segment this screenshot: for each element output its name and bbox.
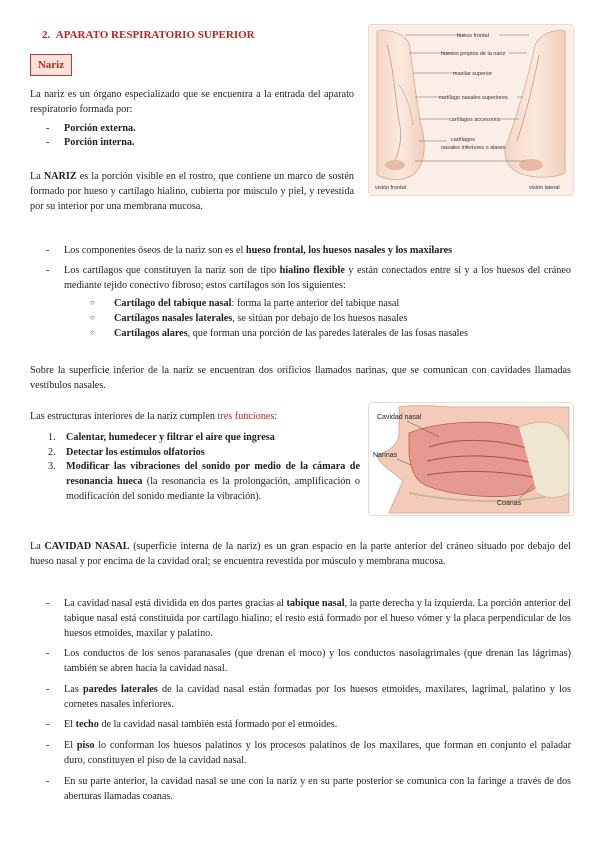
cavity-bullets-block bbox=[30, 597, 571, 804]
label-coanas: Coanas bbox=[497, 500, 522, 507]
label-maxilar-superior: maxilar superior bbox=[453, 71, 493, 77]
intro-block bbox=[30, 88, 354, 151]
label-narinas: Narinas bbox=[373, 452, 398, 459]
components-block bbox=[30, 244, 571, 342]
list-item: - El techo de la cavidad nasal también está formado por el etmoides. bbox=[30, 718, 571, 733]
list-item: - Los conductos de los senos paranasales (que drenan el moco) y los conductos nasolagrimales (que drenan las lágrimas) también se abren hacia la cavidad nasal. bbox=[30, 647, 571, 677]
list-item: - Porción interna. bbox=[30, 136, 354, 151]
list-item: - Los cartílagos que constituyen la nariz son de tipo hialino flexible y están conectados entre sí y a los huesos del cráneo mediante tejido conectivo fibroso; estos cartílagos son los siguientes: bbox=[30, 264, 571, 294]
label-cavidad-nasal: Cavidad nasal bbox=[377, 414, 422, 421]
list-item: - Porción externa. bbox=[30, 122, 354, 137]
nariz-paragraph: La NARIZ es la porción visible en el rostro, que contiene un marco de sostén formado por hueso y cartílago hialino, cubierta por músculo y piel, y revestida por su interior por una membrana mucosa. bbox=[30, 171, 354, 212]
list-item: 2. Detectar los estímulos olfatorios bbox=[48, 446, 205, 458]
nasal-cavity-figure bbox=[368, 402, 574, 516]
intro-parts-list bbox=[30, 122, 354, 152]
nose-anatomy-figure bbox=[368, 24, 574, 196]
intro-text: La nariz es un órgano especializado que se encuentra a la entrada del aparato respiratorio formada por: bbox=[30, 89, 354, 115]
list-item: - La cavidad nasal está dividida en dos partes gracias al tabique nasal, la parte derecha y la izquierda. La porción anterior del tabique nasal está constituida por cartílago hialino; el resto está formado por el hueso vómer y la placa perpendicular de los huesos etmoides, maxilar y palatino. bbox=[30, 597, 571, 641]
label-cartilago-nasales-superiores: cartílago nasales superiores bbox=[439, 95, 508, 101]
label-cartilagos-accesorios: cartílagos accesorios bbox=[449, 117, 501, 123]
cartilages-list bbox=[90, 297, 571, 341]
list-item: - Las paredes laterales de la cavidad nasal están formadas por los huesos etmoides, maxilares, lagrimal, palatino y los cornetes nasales inferiores. bbox=[30, 683, 571, 713]
list-item: - Los componentes óseos de la nariz son es el hueso frontal, los huesos nasales y los maxilares bbox=[30, 244, 571, 259]
label-cartilagos: cartílagos bbox=[451, 137, 475, 143]
section-number: 2. bbox=[42, 29, 51, 41]
section-title: APARATO RESPIRATORIO SUPERIOR bbox=[55, 29, 255, 41]
section-heading bbox=[42, 28, 255, 44]
caption-vision-frontal: visión frontal bbox=[375, 185, 406, 191]
list-item: 1. Calentar, humedecer y filtrar el aire que ingresa bbox=[48, 431, 275, 443]
label-nasales-inferiores: nasales inferiores o alares bbox=[441, 145, 506, 151]
functions-intro: Las estructuras interiores de la nariz cumplen tres funciones: bbox=[30, 411, 278, 422]
nariz-label: Nariz bbox=[37, 59, 65, 71]
list-item: ○ Cartílagos nasales laterales, se sitúan por debajo de los huesos nasales bbox=[90, 312, 571, 327]
functions-list bbox=[44, 431, 360, 505]
functions-block bbox=[30, 410, 360, 505]
cavity-paragraph: La CAVIDAD NASAL (superficie interna de la nariz) es un gran espacio en la parte anterior del cráneo situado por debajo del hueso nasal y por encima de la cavidad oral; se encuentra revestida por músculo y membrana mucosa. bbox=[30, 541, 571, 567]
components-list bbox=[30, 244, 571, 293]
list-item: ○ Cartílagos alares, que forman una porción de las paredes laterales de las fosas nasales bbox=[90, 327, 571, 342]
label-hueso-frontal: hueso frontal bbox=[457, 33, 489, 39]
nose-anatomy-illustration bbox=[369, 25, 573, 195]
surface-paragraph: Sobre la superficie inferior de la nariz se encuentran dos orificios llamados narinas, que se comunican con cavidades llamadas vestíbulos nasales. bbox=[30, 365, 571, 391]
cavity-bullets-list bbox=[30, 597, 571, 804]
list-item: 3. Modificar las vibraciones del sonido por medio de la cámara de resonancia hueca (la resonancia es la prolongación, amplificación o modificación del sonido mediante la vibración). bbox=[48, 461, 360, 502]
caption-vision-lateral: visión lateral bbox=[529, 185, 560, 191]
nariz-label-box bbox=[30, 54, 72, 76]
label-huesos-propios: huesos propios de la nariz bbox=[441, 51, 506, 57]
nasal-cavity-illustration bbox=[369, 403, 573, 515]
list-item: - En su parte anterior, la cavidad nasal se une con la nariz y en su parte posterior se comunica con la faringe a través de dos aberturas llamadas coanas. bbox=[30, 775, 571, 805]
list-item: - El piso lo conforman los huesos palatinos y los procesos palatinos de los maxilares, que forman en conjunto el paladar duro, constituyen el piso de la cavidad nasal. bbox=[30, 739, 571, 769]
list-item: ○ Cartílago del tabique nasal: forma la parte anterior del tabique nasal bbox=[90, 297, 571, 312]
